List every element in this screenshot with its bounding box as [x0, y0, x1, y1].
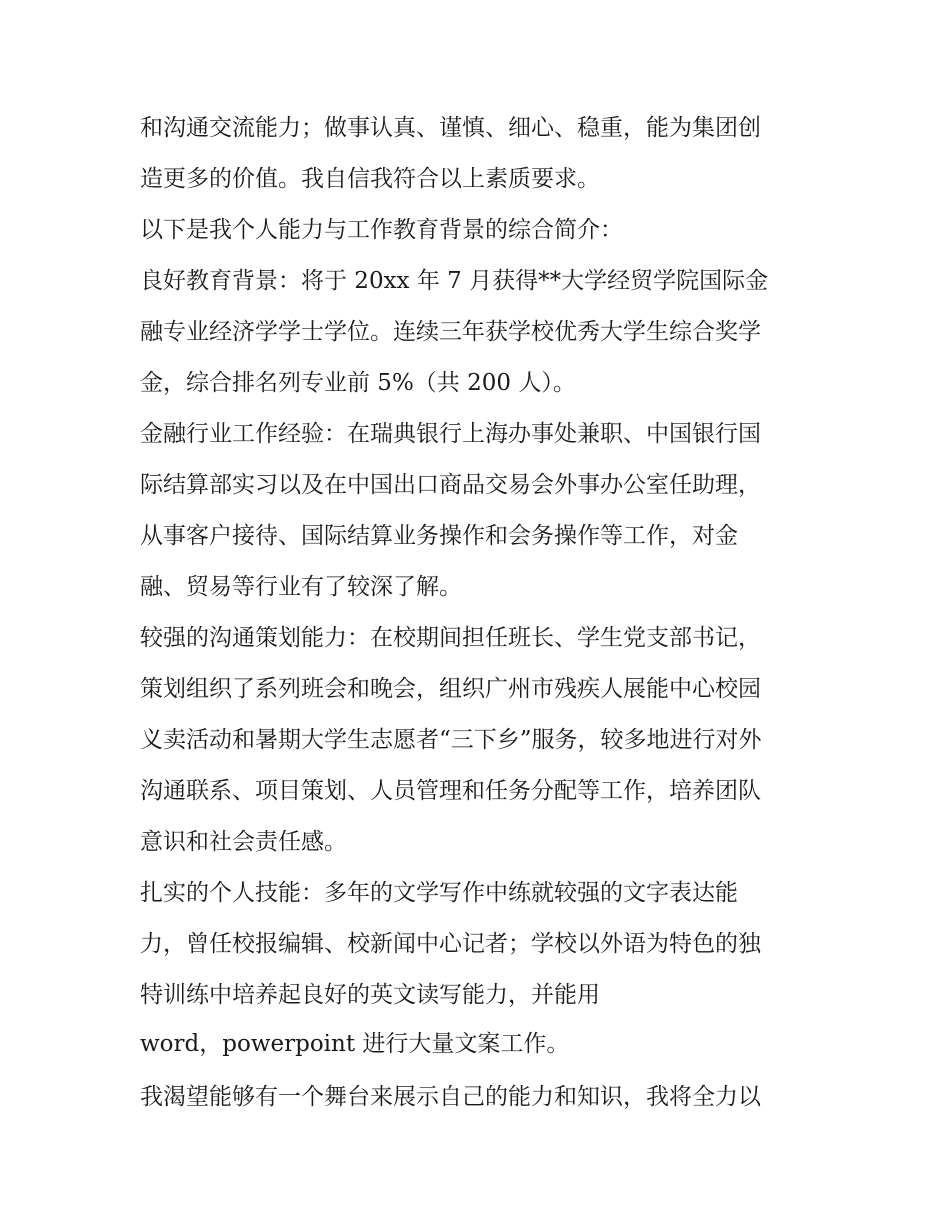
text-line: 扎实的个人技能：多年的文学写作中练就较强的文字表达能 — [140, 880, 738, 906]
text-line: 造更多的价值。我自信我符合以上素质要求。 — [140, 166, 600, 192]
text-line: 金，综合排名列专业前 5%（共 200 人）。 — [140, 370, 576, 396]
text-line: 较强的沟通策划能力：在校期间担任班长、学生党支部书记， — [140, 625, 761, 651]
text-line: 从事客户接待、国际结算业务操作和会务操作等工作，对金 — [140, 523, 738, 549]
text-line: 力，曾任校报编辑、校新闻中心记者；学校以外语为特色的独 — [140, 931, 761, 957]
text-line: 际结算部实习以及在中国出口商品交易会外事办公室任助理， — [140, 472, 761, 498]
text-line: 融专业经济学学士学位。连续三年获学校优秀大学生综合奖学 — [140, 319, 761, 345]
text-line: 策划组织了系列班会和晚会，组织广州市残疾人展能中心校园 — [140, 676, 761, 702]
text-line: 意识和社会责任感。 — [140, 829, 347, 855]
text-line: 金融行业工作经验：在瑞典银行上海办事处兼职、中国银行国 — [140, 421, 761, 447]
text-line: 以下是我个人能力与工作教育背景的综合简介： — [140, 217, 623, 243]
text-line: 义卖活动和暑期大学生志愿者“三下乡”服务，较多地进行对外 — [140, 727, 762, 753]
text-line: 融、贸易等行业有了较深了解。 — [140, 574, 462, 600]
text-line: 我渴望能够有一个舞台来展示自己的能力和知识，我将全力以 — [140, 1084, 761, 1110]
text-line: 良好教育背景：将于 20xx 年 7 月获得**大学经贸学院国际金 — [140, 268, 769, 294]
text-line: 沟通联系、项目策划、人员管理和任务分配等工作，培养团队 — [140, 778, 761, 804]
text-line: 和沟通交流能力；做事认真、谨慎、细心、稳重，能为集团创 — [140, 115, 761, 141]
text-line: 特训练中培养起良好的英文读写能力，并能用 — [140, 982, 600, 1008]
text-line: word，powerpoint 进行大量文案工作。 — [140, 1031, 570, 1057]
